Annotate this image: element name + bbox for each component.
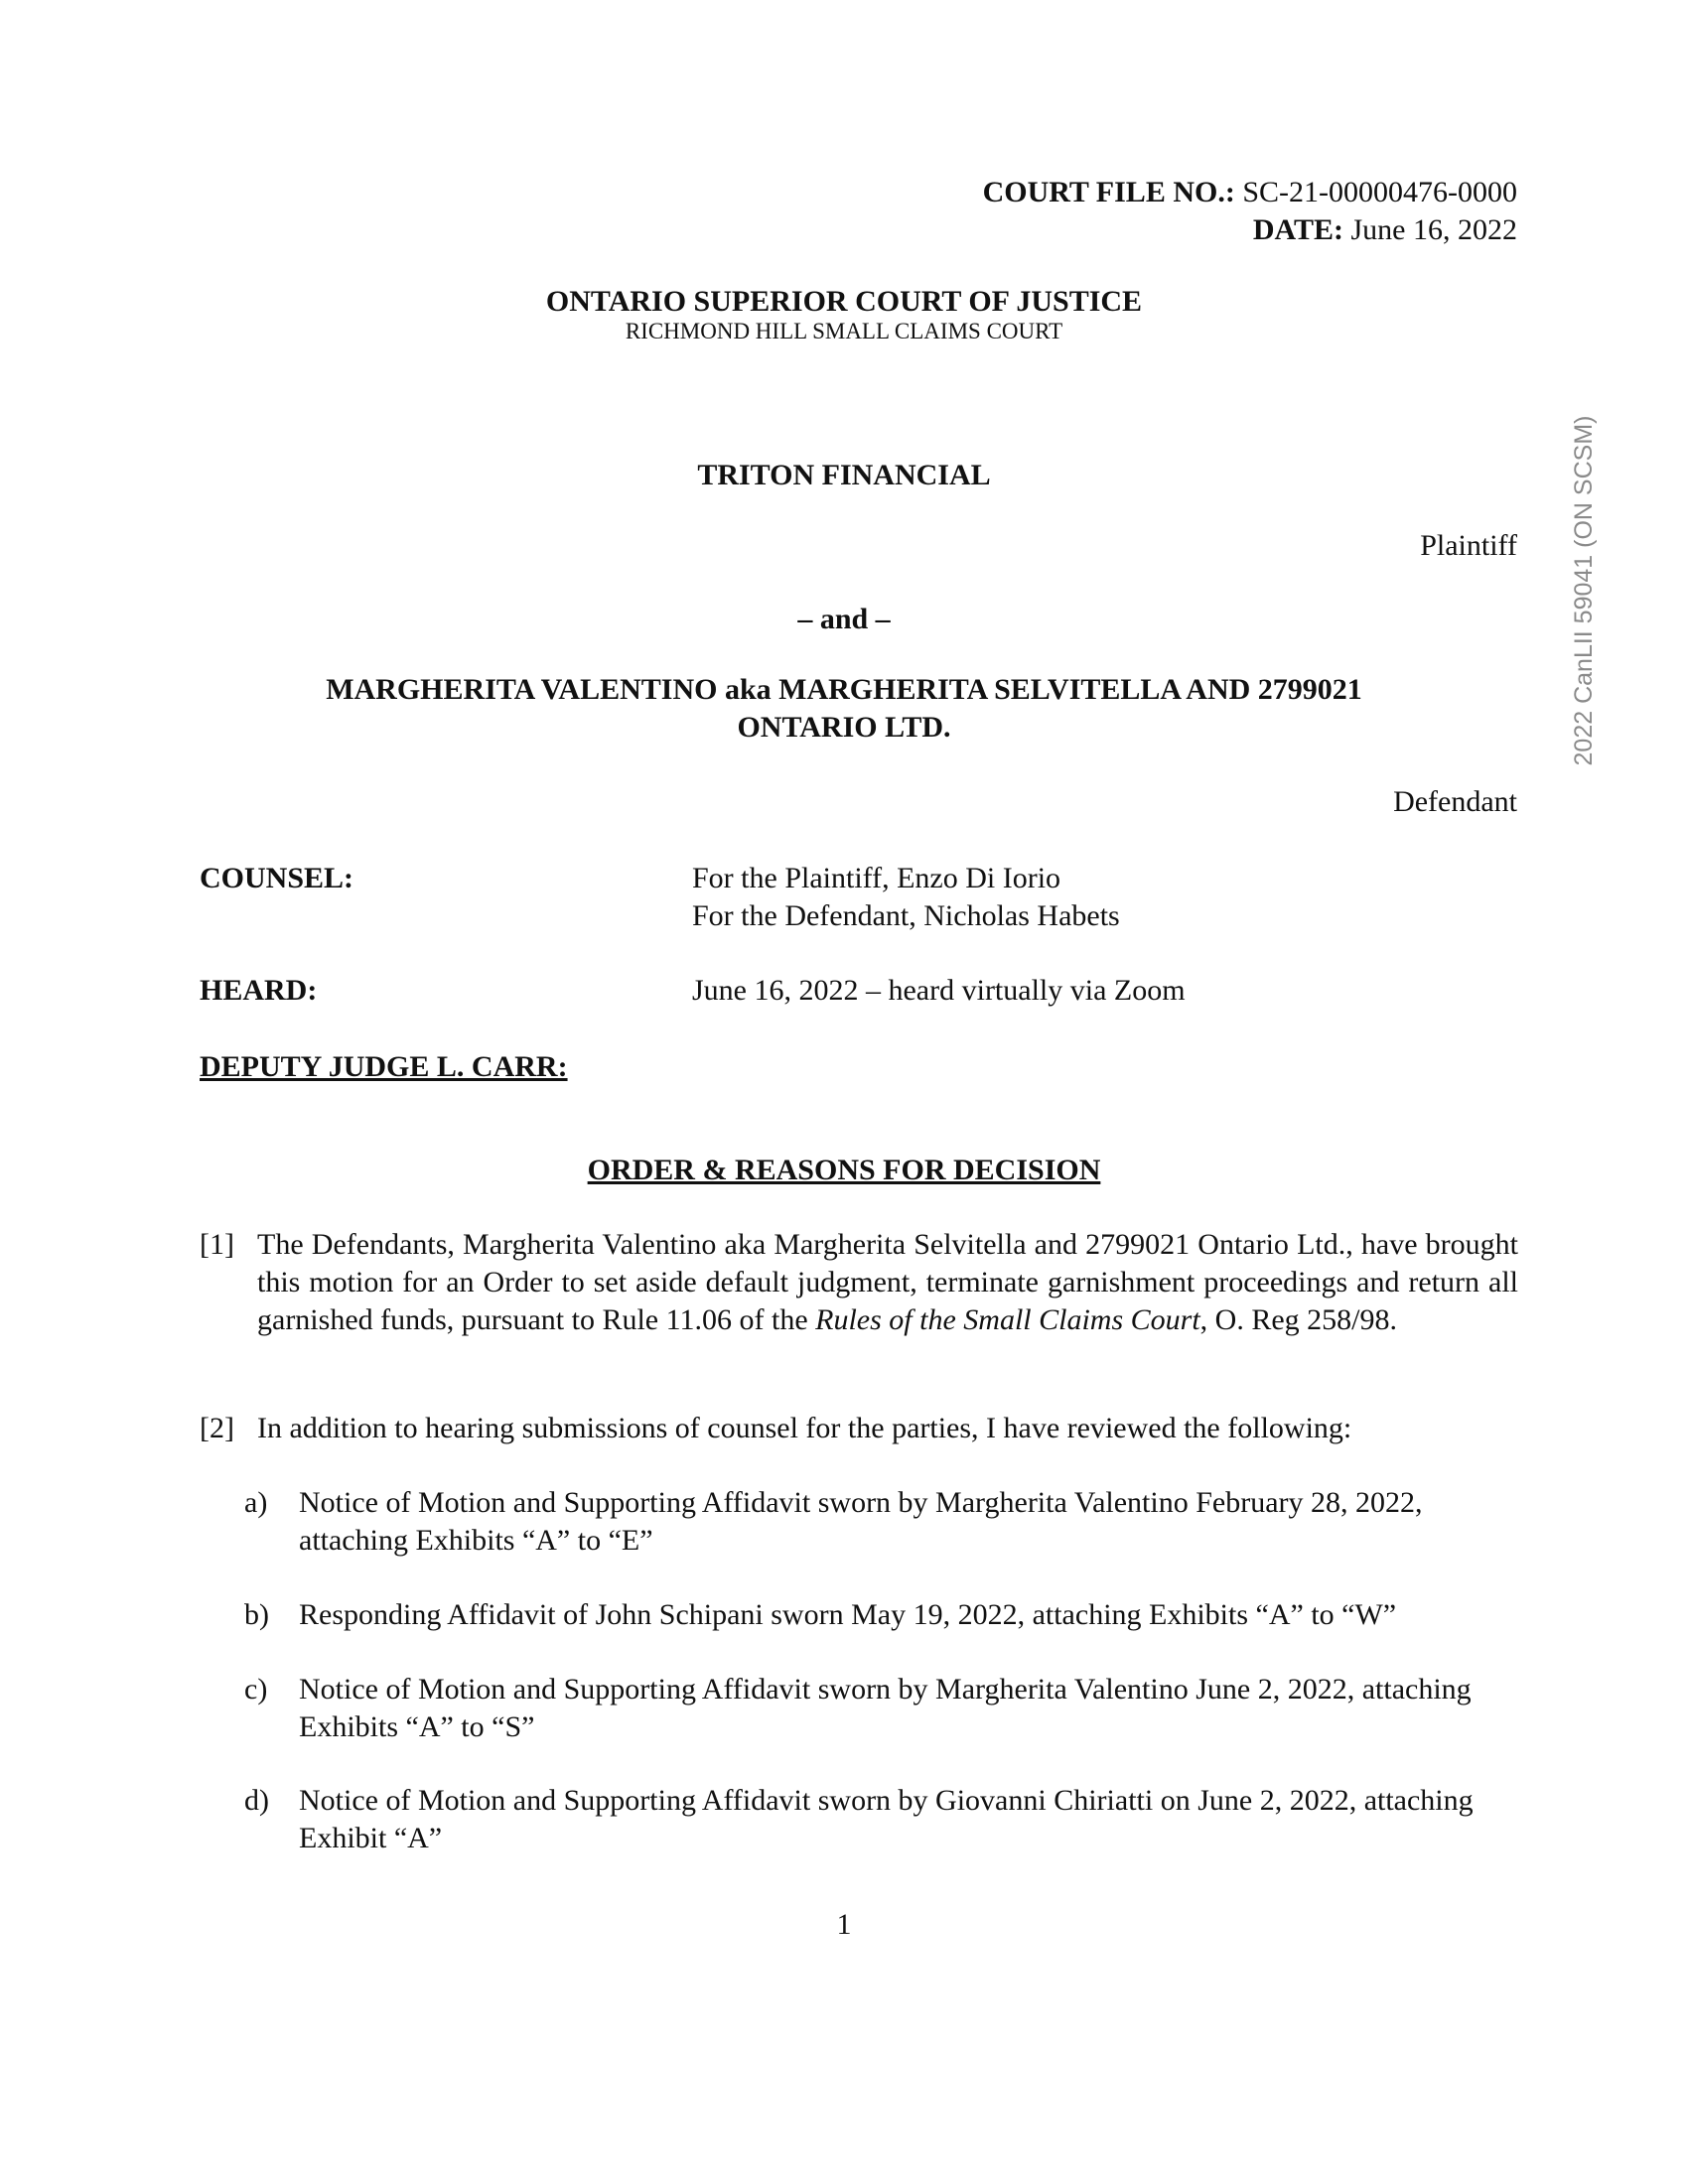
- citation-stamp: 2022 CanLII 59041 (ON SCSM): [1570, 415, 1598, 766]
- list-item-text: Notice of Motion and Supporting Affidavit sworn by Giovanni Chiriatti on June 2, 2022, attaching Exhibit “A”: [299, 1784, 1474, 1854]
- paragraph-text: [257, 1226, 1518, 1339]
- paragraph-text-start: The Defendants, Margherita Valentino aka Margherita Selvitella and 2799021 Ontario Ltd., have brought this motion for an Order to set aside default judgment, terminate garnishment proceedings and return all garnished funds, pursuant to Rule 11.06 of the: [257, 1228, 1518, 1336]
- heard-label: HEARD:: [200, 974, 318, 1007]
- paragraph-2: [200, 1410, 1518, 1447]
- list-item: [244, 1782, 1518, 1857]
- date-label: DATE:: [1252, 213, 1343, 246]
- heard-value: June 16, 2022 – heard virtually via Zoom: [692, 974, 1186, 1007]
- paragraph-text-end: , O. Reg 258/98.: [1199, 1303, 1397, 1336]
- list-item: [244, 1484, 1518, 1560]
- list-item-text: Notice of Motion and Supporting Affidavit sworn by Margherita Valentino June 2, 2022, attaching Exhibits “A” to “S”: [299, 1673, 1472, 1743]
- case-header: [624, 174, 1517, 249]
- date-value: June 16, 2022: [1350, 213, 1517, 246]
- plaintiff-counsel: For the Plaintiff, Enzo Di Iorio: [692, 862, 1061, 894]
- list-item: [244, 1671, 1518, 1746]
- defendant-name: MARGHERITA VALENTINO aka MARGHERITA SELVITELLA AND 2799021 ONTARIO LTD.: [326, 673, 1362, 744]
- paragraph-number: [2]: [200, 1412, 234, 1444]
- defendant-counsel: For the Defendant, Nicholas Habets: [692, 899, 1120, 932]
- decision-date: [624, 211, 1517, 249]
- court-file-label: COURT FILE NO.:: [982, 176, 1235, 208]
- list-item-letter: c): [244, 1673, 268, 1706]
- list-item: [244, 1596, 1518, 1634]
- parties-separator: – and –: [797, 603, 891, 635]
- paragraph-text: In addition to hearing submissions of counsel for the parties, I have reviewed the following:: [257, 1412, 1352, 1444]
- court-division: RICHMOND HILL SMALL CLAIMS COURT: [625, 319, 1063, 343]
- counsel-list: [692, 860, 1120, 935]
- list-item-letter: b): [244, 1598, 269, 1631]
- counsel-label: COUNSEL:: [200, 862, 354, 894]
- section-heading: ORDER & REASONS FOR DECISION: [587, 1154, 1101, 1186]
- list-item-text: Responding Affidavit of John Schipani sworn May 19, 2022, attaching Exhibits “A” to “W”: [299, 1598, 1397, 1631]
- court-file-value: SC-21-00000476-0000: [1242, 176, 1517, 208]
- statute-title: Rules of the Small Claims Court: [815, 1303, 1200, 1336]
- court-name: ONTARIO SUPERIOR COURT OF JUSTICE: [545, 285, 1143, 318]
- plaintiff-name: TRITON FINANCIAL: [697, 459, 991, 491]
- court-file-number: [624, 174, 1517, 211]
- plaintiff-role: Plaintiff: [1420, 529, 1517, 562]
- list-item-letter: a): [244, 1486, 268, 1519]
- judge-name: DEPUTY JUDGE L. CARR:: [200, 1050, 568, 1083]
- paragraph-1: [200, 1226, 1518, 1339]
- paragraph-number: [1]: [200, 1228, 234, 1261]
- list-item-letter: d): [244, 1784, 269, 1817]
- list-item-text: Notice of Motion and Supporting Affidavit sworn by Margherita Valentino February 28, 2022, attaching Exhibits “A” to “E”: [299, 1486, 1423, 1557]
- page-number: 1: [836, 1908, 852, 1941]
- defendant-role: Defendant: [1393, 785, 1517, 818]
